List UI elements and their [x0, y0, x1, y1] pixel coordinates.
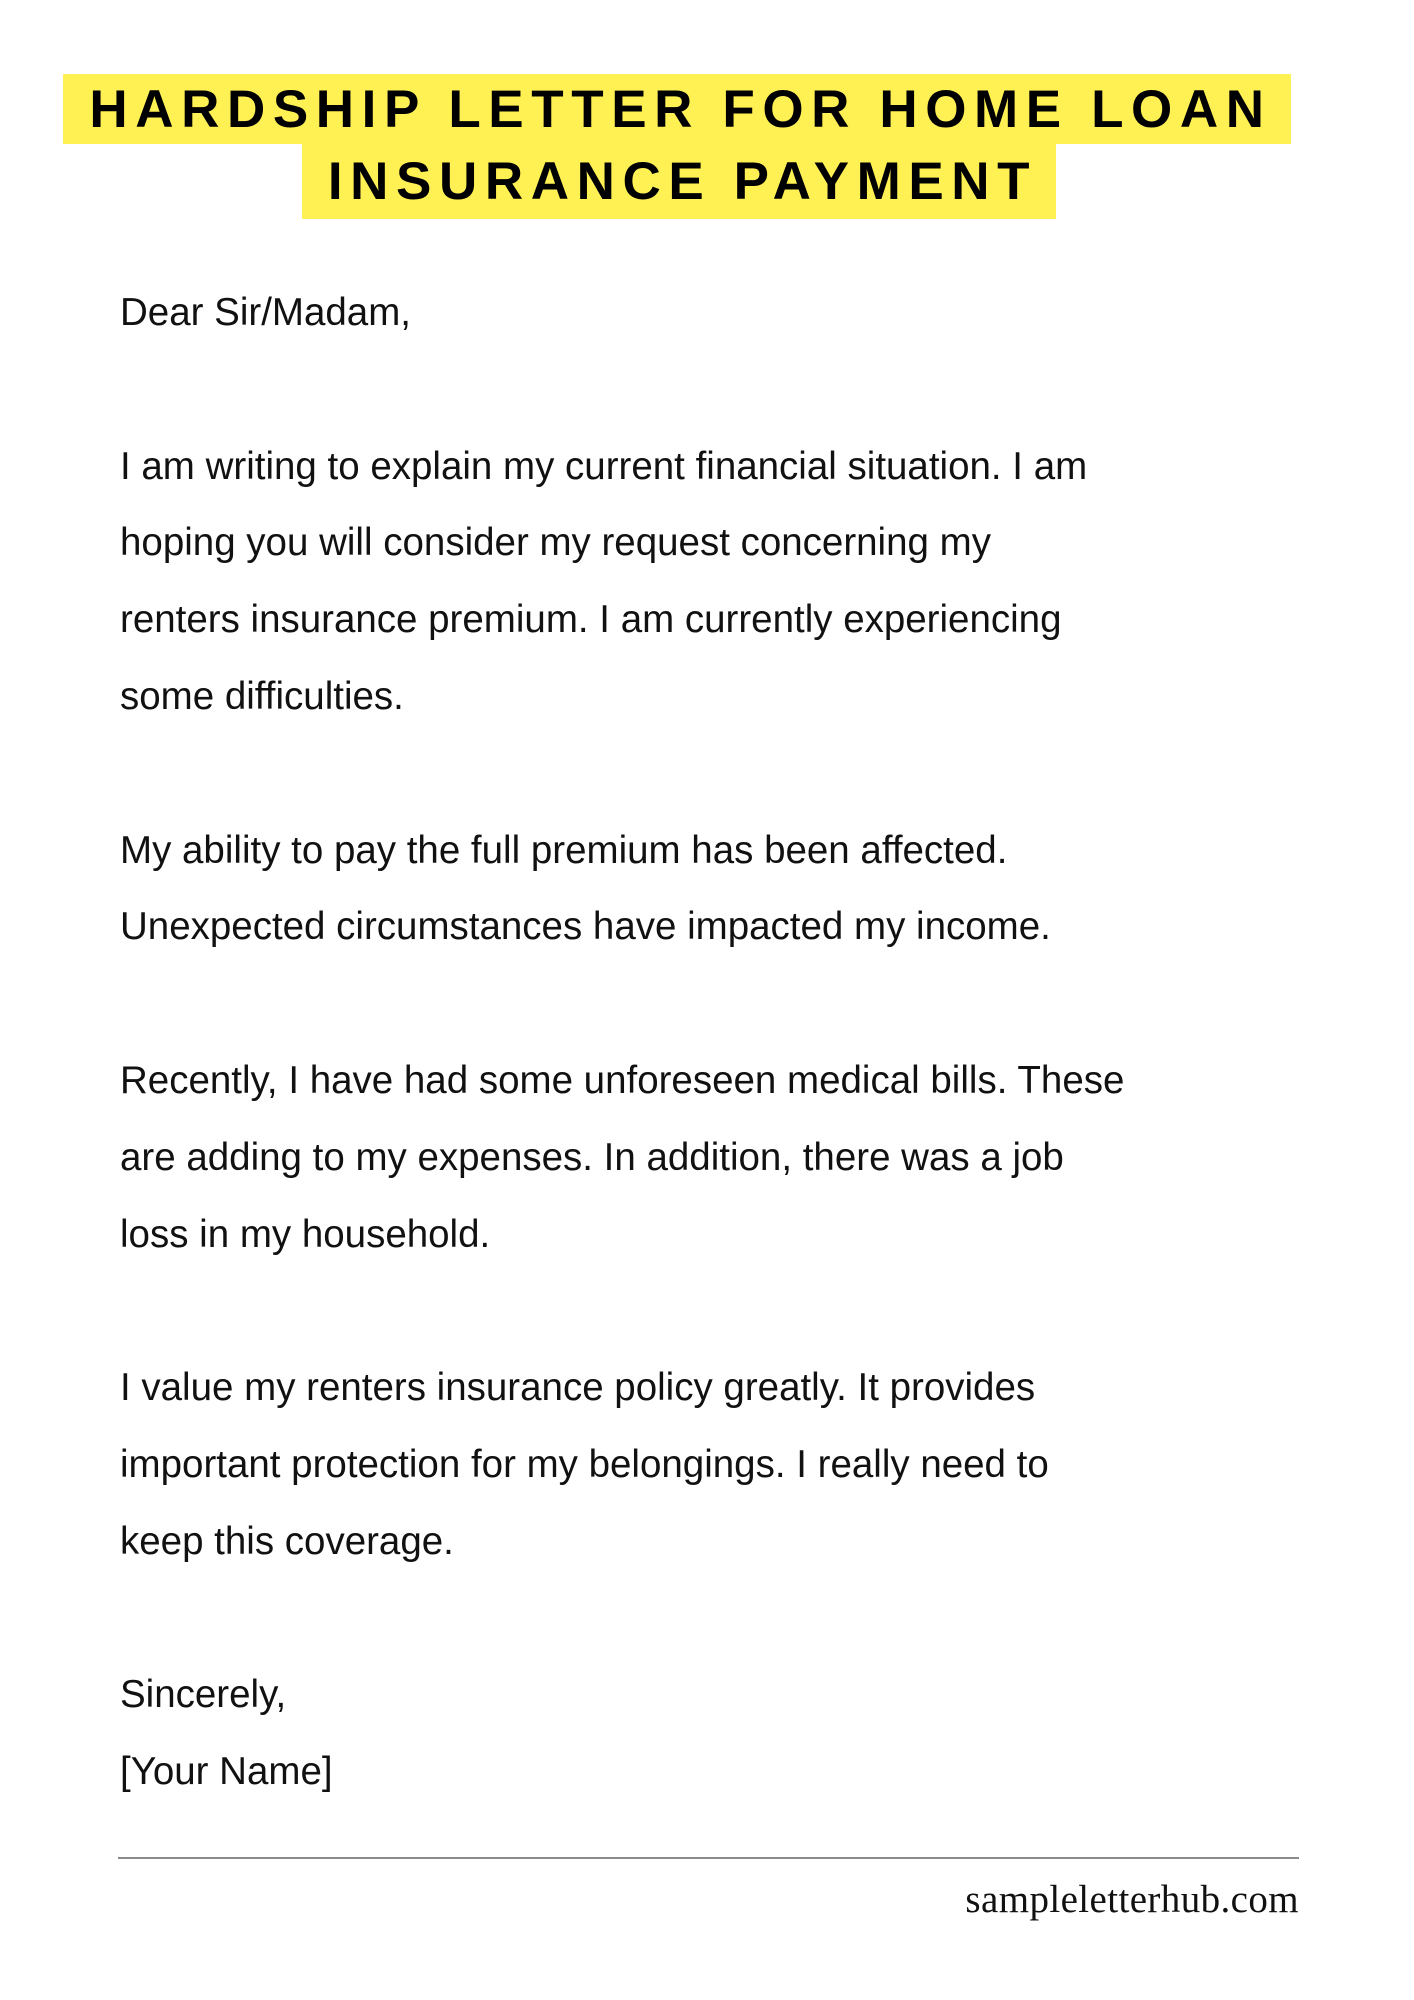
paragraph-line: My ability to pay the full premium has been affected. — [120, 828, 1008, 872]
spacer — [120, 1273, 1380, 1350]
paragraph-line: I am writing to explain my current financial situation. I am — [120, 444, 1088, 488]
paragraph-3 — [120, 1043, 1380, 1273]
signature-placeholder: [Your Name] — [120, 1750, 333, 1794]
document-title-line-1 — [63, 74, 1291, 144]
salutation: Dear Sir/Madam, — [120, 291, 411, 334]
document-title-line-2 — [302, 143, 1056, 219]
paragraph-line: keep this coverage. — [120, 1519, 454, 1563]
paragraph-line: loss in my household. — [120, 1212, 491, 1256]
footer-website: sampleletterhub.com — [965, 1878, 1299, 1921]
paragraph-line: some difficulties. — [120, 674, 404, 718]
paragraph-line: hoping you will consider my request concerning my — [120, 521, 991, 565]
spacer — [120, 352, 1380, 429]
paragraph-2 — [120, 813, 1380, 967]
paragraph-line: important protection for my belongings. I really need to — [120, 1442, 1049, 1486]
paragraph-line: Recently, I have had some unforeseen medical bills. These — [120, 1058, 1125, 1102]
paragraph-1 — [120, 429, 1380, 736]
paragraph-line: renters insurance premium. I am currently experiencing — [120, 598, 1062, 642]
paragraph-line: I value my renters insurance policy greatly. It provides — [120, 1366, 1036, 1410]
spacer — [120, 1581, 1380, 1658]
letter-body — [120, 275, 1380, 1811]
paragraph-4 — [120, 1350, 1380, 1580]
title-text-line-2: INSURANCE PAYMENT — [327, 151, 1038, 211]
title-text-line-1: HARDSHIP LETTER FOR HOME LOAN — [89, 79, 1272, 139]
paragraph-line: Unexpected circumstances have impacted my income. — [120, 905, 1051, 949]
footer-divider — [118, 1857, 1299, 1859]
spacer — [120, 966, 1380, 1043]
paragraph-line: are adding to my expenses. In addition, there was a job — [120, 1135, 1064, 1179]
spacer — [120, 736, 1380, 813]
closing: Sincerely, — [120, 1673, 287, 1717]
